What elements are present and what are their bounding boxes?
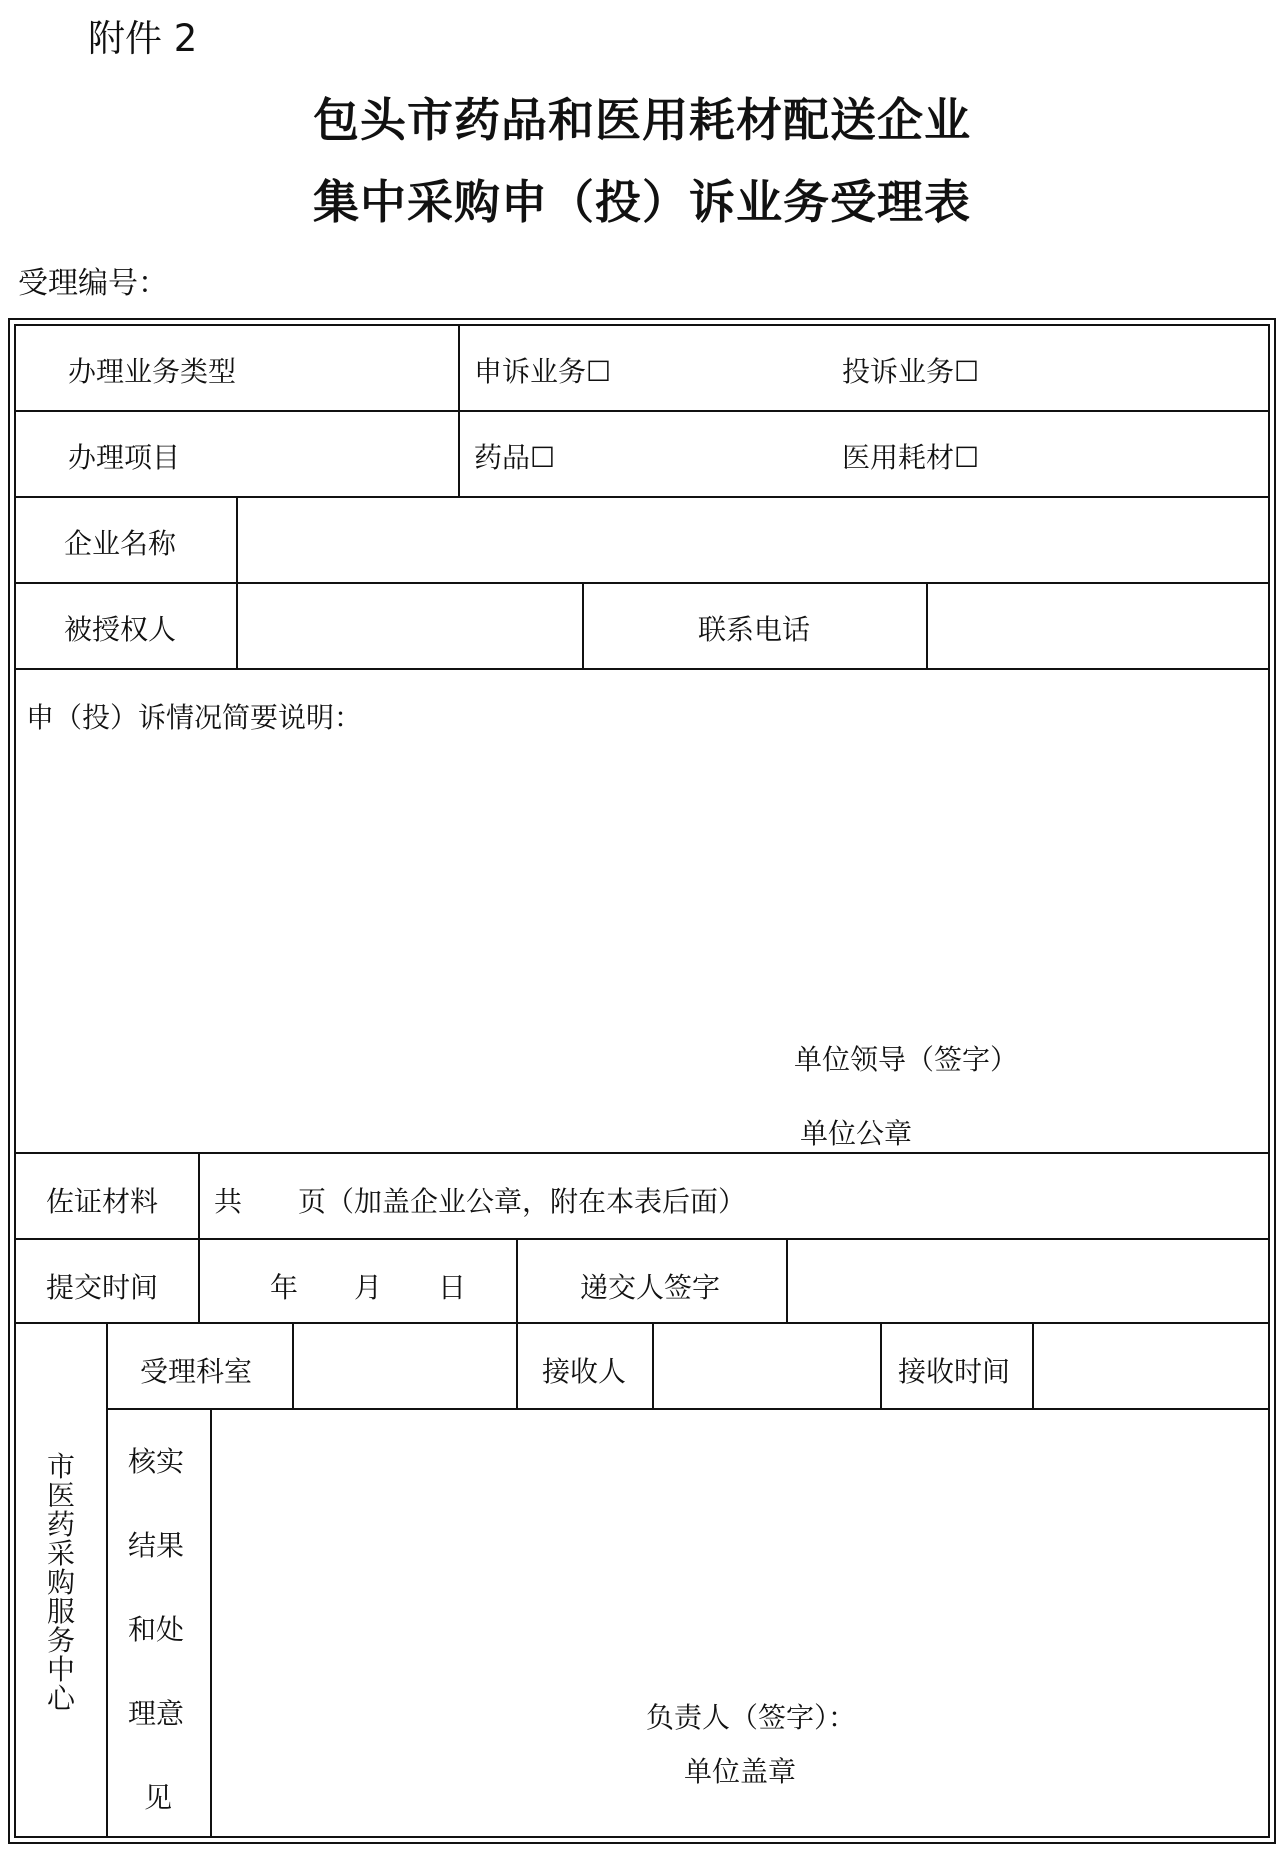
opinion-label-line: 和处 <box>128 1613 185 1646</box>
row-divider <box>14 582 1270 584</box>
business-type-label: 办理业务类型 <box>68 355 237 388</box>
row-divider <box>14 496 1270 498</box>
opinion-label-line: 结果 <box>128 1529 185 1562</box>
column-divider <box>236 496 238 668</box>
department-label: 受理科室 <box>140 1355 253 1388</box>
acceptance-number-label: 受理编号： <box>18 266 168 301</box>
submit-date-field[interactable]: 年 月 日 <box>270 1271 467 1304</box>
complaint-checkbox[interactable]: 投诉业务☐ <box>842 355 980 388</box>
company-name-label: 企业名称 <box>64 527 177 560</box>
drug-checkbox[interactable]: 药品☐ <box>474 441 556 474</box>
column-divider <box>198 1152 200 1322</box>
phone-field[interactable] <box>930 586 1266 666</box>
column-divider <box>1032 1322 1034 1408</box>
responsible-signature-label: 负责人（签字）： <box>646 1701 857 1734</box>
consumable-checkbox[interactable]: 医用耗材☐ <box>842 441 980 474</box>
column-divider <box>652 1322 654 1408</box>
row-divider <box>14 1152 1270 1154</box>
column-divider <box>292 1322 294 1408</box>
company-name-field[interactable] <box>240 500 1266 580</box>
column-divider <box>458 324 460 496</box>
submit-time-label: 提交时间 <box>46 1271 159 1304</box>
form-title-line-2: 集中采购申（投）诉业务受理表 <box>313 175 971 229</box>
appeal-checkbox[interactable]: 申诉业务☐ <box>474 355 612 388</box>
receive-time-label: 接收时间 <box>898 1355 1011 1388</box>
attachment-label: 附件 2 <box>88 17 198 60</box>
description-label: 申（投）诉情况简要说明： <box>26 701 363 734</box>
row-divider <box>14 668 1270 670</box>
evidence-pages-text: 共 页（加盖企业公章，附在本表后面） <box>214 1185 747 1218</box>
row-divider <box>14 1238 1270 1240</box>
column-divider <box>926 582 928 668</box>
row-divider <box>14 410 1270 412</box>
row-divider <box>106 1408 1270 1410</box>
receive-time-field[interactable] <box>1036 1326 1266 1406</box>
form-title-line-1: 包头市药品和医用耗材配送企业 <box>313 93 971 147</box>
unit-seal-label: 单位公章 <box>800 1117 913 1150</box>
evidence-label: 佐证材料 <box>46 1185 159 1218</box>
authorized-person-label: 被授权人 <box>64 613 177 646</box>
opinion-label-line: 核实 <box>128 1445 185 1478</box>
submitter-signature-field[interactable] <box>790 1242 1266 1320</box>
receiver-label: 接收人 <box>542 1355 627 1388</box>
receiver-field[interactable] <box>656 1326 878 1406</box>
opinion-label-line: 见 <box>144 1781 173 1814</box>
column-divider <box>106 1322 108 1838</box>
unit-stamp-label: 单位盖章 <box>684 1755 797 1788</box>
column-divider <box>880 1322 882 1408</box>
column-divider <box>786 1238 788 1322</box>
leader-signature-label: 单位领导（签字） <box>794 1043 1019 1076</box>
column-divider <box>210 1408 212 1838</box>
item-label: 办理项目 <box>68 441 181 474</box>
service-center-side-label: 市医药采购服务中心 <box>46 1450 75 1715</box>
row-divider <box>14 1322 1270 1324</box>
submitter-signature-label: 递交人签字 <box>580 1271 721 1304</box>
column-divider <box>582 582 584 668</box>
authorized-person-field[interactable] <box>240 586 580 666</box>
phone-label: 联系电话 <box>698 613 811 646</box>
opinion-label-line: 理意 <box>128 1697 185 1730</box>
